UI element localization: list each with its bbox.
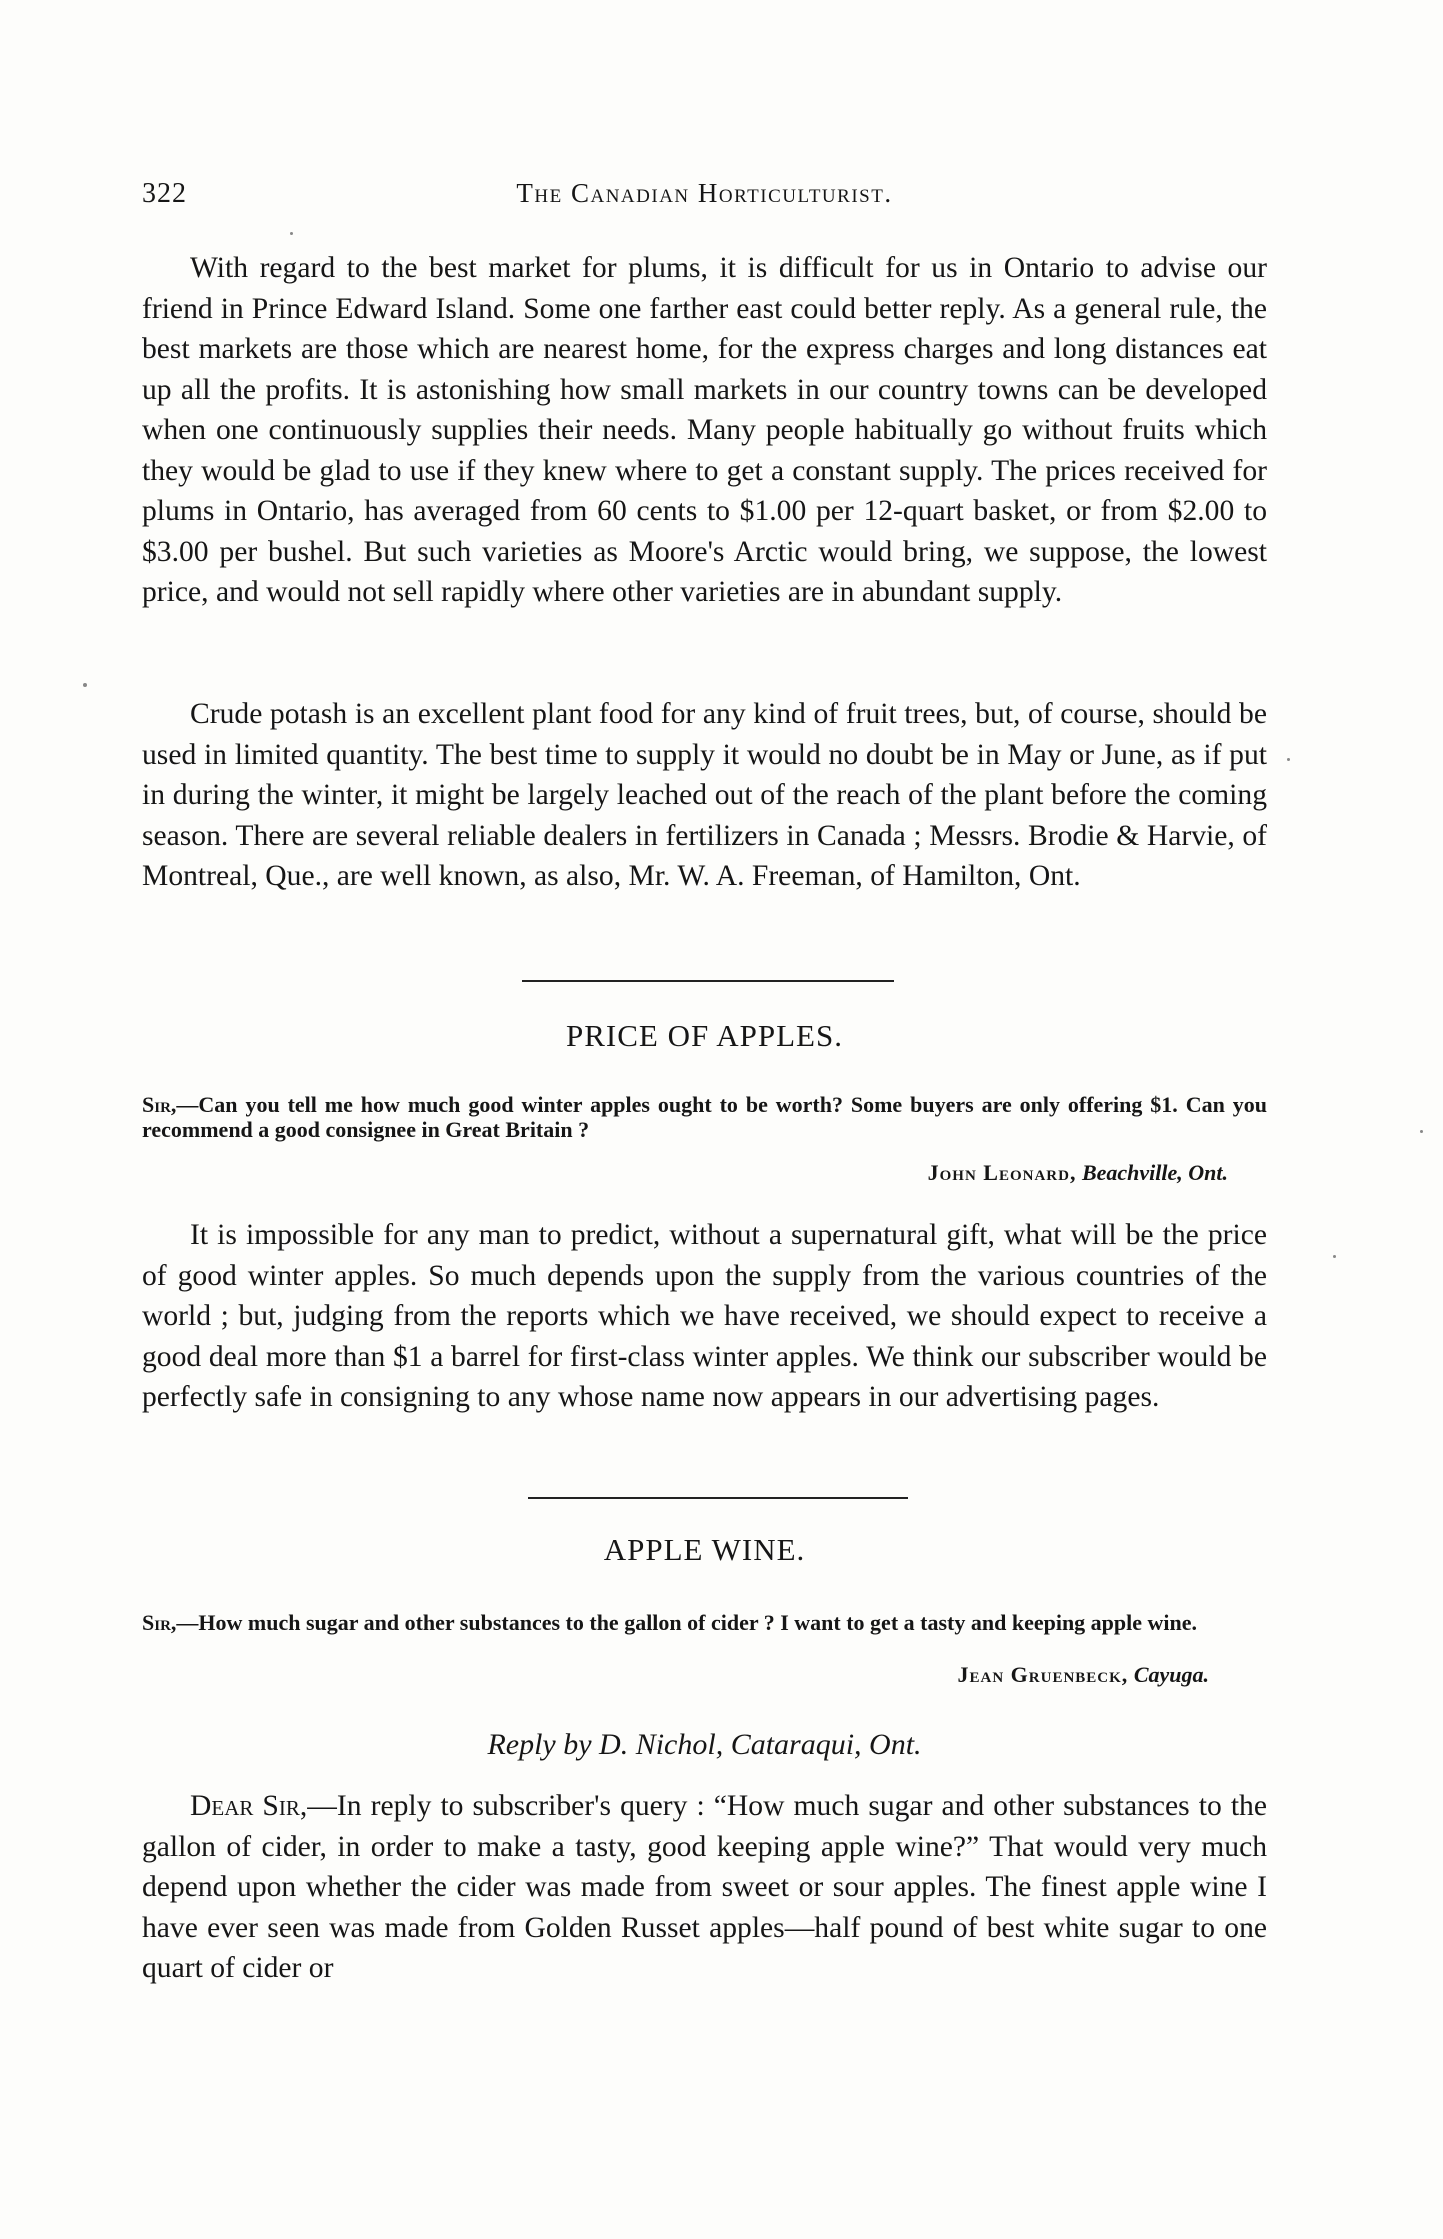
query-salutation: Sir, [142,1092,177,1117]
plums-paragraph: With regard to the best market for plums, it is difficult for us in Ontario to advise our friend in Prince Edward Island. Some one farther east could better reply. As a general rule, the best markets are those which are nearest home, for the express charges and long distances eat up all the profits. It is astonishing how small markets in our country towns can be developed when one continuously supplies their needs. Many people habitually go without fruits which they would be glad to use if they knew where to get a constant supply. The prices received for plums in Ontario, has averaged from 60 cents to $1.00 per 12-quart basket, or from $2.00 to $3.00 per bushel. But such varieties as Moore's Arctic would bring, we suppose, the lowest price, and would not sell rapidly where other varieties are in abundant supply. [142,252,1267,608]
scan-speck [83,683,87,687]
signature-place: Beachville, Ont. [1081,1160,1228,1185]
page-header [142,178,1267,222]
query-salutation: Sir, [142,1610,177,1635]
scan-speck [1287,758,1290,761]
scan-speck [1420,1130,1423,1133]
price-of-apples-signature [928,1160,1228,1186]
signature-name: John Leonard, [927,1160,1077,1185]
price-of-apples-title: PRICE OF APPLES. [565,1018,843,1053]
price-of-apples-query [142,1092,1267,1142]
apple-wine-title: APPLE WINE. [603,1532,806,1567]
signature-place: Cayuga. [1133,1662,1209,1687]
apple-wine-query [142,1610,1267,1635]
reply-text: —In reply to subscriber's query : “How much sugar and other substances to the gallon of cider, in order to make a tasty, good keeping apple wine?” That would very much depend upon whether the cider was made from sweet or sour apples. The finest apple wine I have ever seen was made from Golden Russet apples—half pound of best white sugar to one quart of cider or [142,1790,1267,1984]
section-divider [528,1497,908,1499]
potash-paragraph: Crude potash is an excellent plant food for any kind of fruit trees, but, of course, should be used in limited quantity. The best time to supply it would no doubt be in May or June, as if put in during the winter, it might be largely leached out of the reach of the plant before the coming season. There are several reliable dealers in fertilizers in Canada ; Messrs. Brodie & Harvie, of Montreal, Que., are well known, as also, Mr. W. A. Freeman, of Hamilton, Ont. [142,698,1267,892]
reply-title: Reply by D. Nichol, Cataraqui, Ont. [487,1728,922,1761]
price-of-apples-answer: It is impossible for any man to predict, without a supernatural gift, what will be the price of good winter apples. So much depends upon the supply from the various countries of the world ; but, judging from the reports which we have received, we should expect to receive a good deal more than $1 a barrel for first-class winter apples. We think our subscriber would be perfectly safe in consigning to any whose name now appears in our advertising pages. [142,1219,1267,1413]
scan-speck [290,232,293,235]
query-text: —Can you tell me how much good winter apples ought to be worth? Some buyers are only offering $1. Can you recommend a good consignee in Great Britain ? [142,1092,1267,1142]
scan-speck [1333,1255,1336,1258]
running-title: The Canadian Horticulturist. [516,178,893,208]
signature-name: Jean Gruenbeck, [957,1662,1129,1687]
reply-salutation: Dear Sir, [190,1790,308,1822]
query-text: —How much sugar and other substances to the gallon of cider ? I want to get a tasty and keeping apple wine. [176,1610,1198,1635]
apple-wine-signature [958,1662,1209,1688]
page-number: 322 [142,178,187,209]
section-divider [522,980,894,982]
apple-wine-reply [142,1786,1267,1989]
